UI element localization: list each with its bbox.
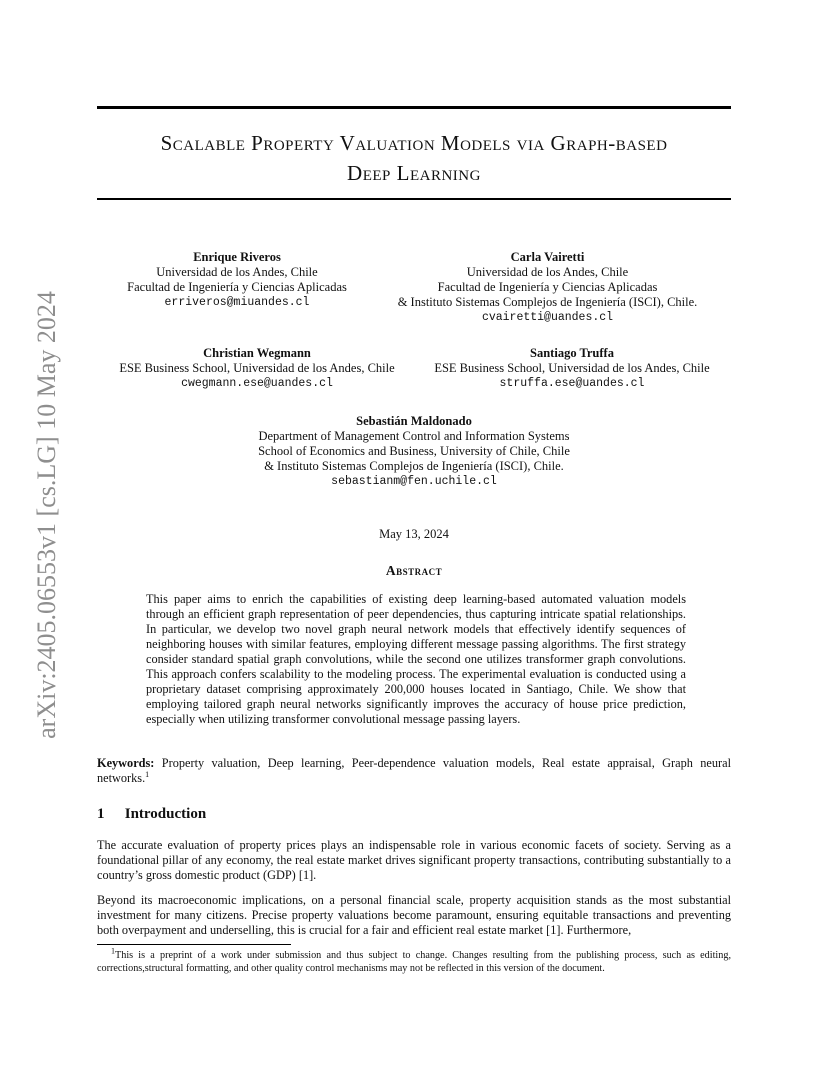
publication-date: May 13, 2024 (379, 527, 449, 541)
section-number: 1 (97, 806, 105, 822)
author-name: Enrique Riveros (193, 250, 281, 264)
keywords-text: Property valuation, Deep learning, Peer-dependence valuation models, Real estate appraisal, Graph neural networks. (97, 756, 731, 785)
abstract-body: This paper aims to enrich the capabilities of existing deep learning-based automated valuation models through an efficient graph representation of peer dependencies, thus capturing intricate spatial relationships. In particular, we develop two novel graph neural network models that effectively identify sequences of neighboring houses with similar features, employing different message passing algorithms. The first strategy consider standard spatial graph convolutions, while the second one utilizes transformer graph convolutions. This approach confers scalability to the modeling process. The experimental evaluation is conducted using a proprietary dataset comprising approximately 200,000 houses located in Santiago, Chile. We show that employing tailored graph neural networks significantly improves the accuracy of house price prediction, especially when utilizing transformer convolutional message passing layers. (146, 592, 686, 726)
author-block-vairetti (380, 250, 715, 325)
author-name: Sebastián Maldonado (356, 414, 472, 428)
author-email[interactable]: sebastianm@fen.uchile.cl (331, 475, 497, 488)
author-block-riveros (97, 250, 377, 310)
author-email[interactable]: struffa.ese@uandes.cl (499, 377, 645, 390)
keywords-label: Keywords: (97, 756, 155, 770)
title-rule-bottom (97, 198, 731, 200)
author-name: Carla Vairetti (510, 250, 585, 264)
author-block-wegmann (102, 346, 412, 391)
author-block-truffa (417, 346, 727, 391)
author-affiliation: Facultad de Ingeniería y Ciencias Aplicadas (127, 280, 347, 294)
author-affiliation: ESE Business School, Universidad de los Andes, Chile (119, 361, 395, 375)
author-email[interactable]: erriveros@miuandes.cl (164, 296, 310, 309)
author-affiliation: & Instituto Sistemas Complejos de Ingeniería (ISCI), Chile. (397, 295, 698, 309)
arxiv-stamp-text: arXiv:2405.06553v1 [cs.LG] 10 May 2024 (32, 291, 61, 739)
footnote (97, 946, 731, 975)
author-affiliation: Universidad de los Andes, Chile (466, 265, 629, 279)
footnote-number: 1 (111, 946, 115, 956)
paper-title-line-2: Deep Learning (347, 161, 481, 185)
author-name: Christian Wegmann (203, 346, 311, 360)
paper-title-line-1: Scalable Property Valuation Models via Graph-based (160, 131, 668, 155)
abstract-heading: Abstract (385, 563, 443, 578)
author-affiliation: & Instituto Sistemas Complejos de Ingeniería (ISCI), Chile. (264, 459, 564, 473)
author-affiliation: Facultad de Ingeniería y Ciencias Aplicadas (437, 280, 658, 294)
keywords-block (97, 756, 731, 786)
author-affiliation: Department of Management Control and Information Systems (258, 429, 570, 443)
author-affiliation: ESE Business School, Universidad de los Andes, Chile (434, 361, 710, 375)
footnote-marker[interactable]: 1 (145, 769, 150, 779)
section-title: Introduction (124, 806, 207, 822)
author-affiliation: Universidad de los Andes, Chile (156, 265, 318, 279)
author-email[interactable]: cwegmann.ese@uandes.cl (181, 377, 333, 390)
author-block-maldonado (214, 414, 614, 489)
footnote-rule (97, 944, 291, 945)
author-name: Santiago Truffa (530, 346, 614, 360)
footnote-text: This is a preprint of a work under submission and thus subject to change. Changes resulting from the publishing process, such as editing, corrections,structural formatting, and other quality control mechanisms may not be reflected in this version of the document. (97, 950, 731, 974)
paper-title (97, 128, 731, 188)
author-email[interactable]: cvairetti@uandes.cl (481, 311, 614, 324)
paragraph: Beyond its macroeconomic implications, on a personal financial scale, property acquisition stands as the most substantial investment for many citizens. Precise property valuations become paramount, ensuring equitable transactions and preventing both overpayment and underselling, this is crucial for a fair and efficient real estate market [1]. Furthermore, (97, 893, 731, 937)
title-rule-top (97, 106, 731, 109)
author-affiliation: School of Economics and Business, University of Chile, Chile (258, 444, 570, 458)
paragraph: The accurate evaluation of property prices plays an indispensable role in various economic facets of society. Serving as a foundational pillar of any economy, the real estate market drives significant property transactions, contributing substantially to a country’s gross domestic product (GDP) [1]. (97, 838, 731, 882)
section-heading (97, 806, 206, 823)
